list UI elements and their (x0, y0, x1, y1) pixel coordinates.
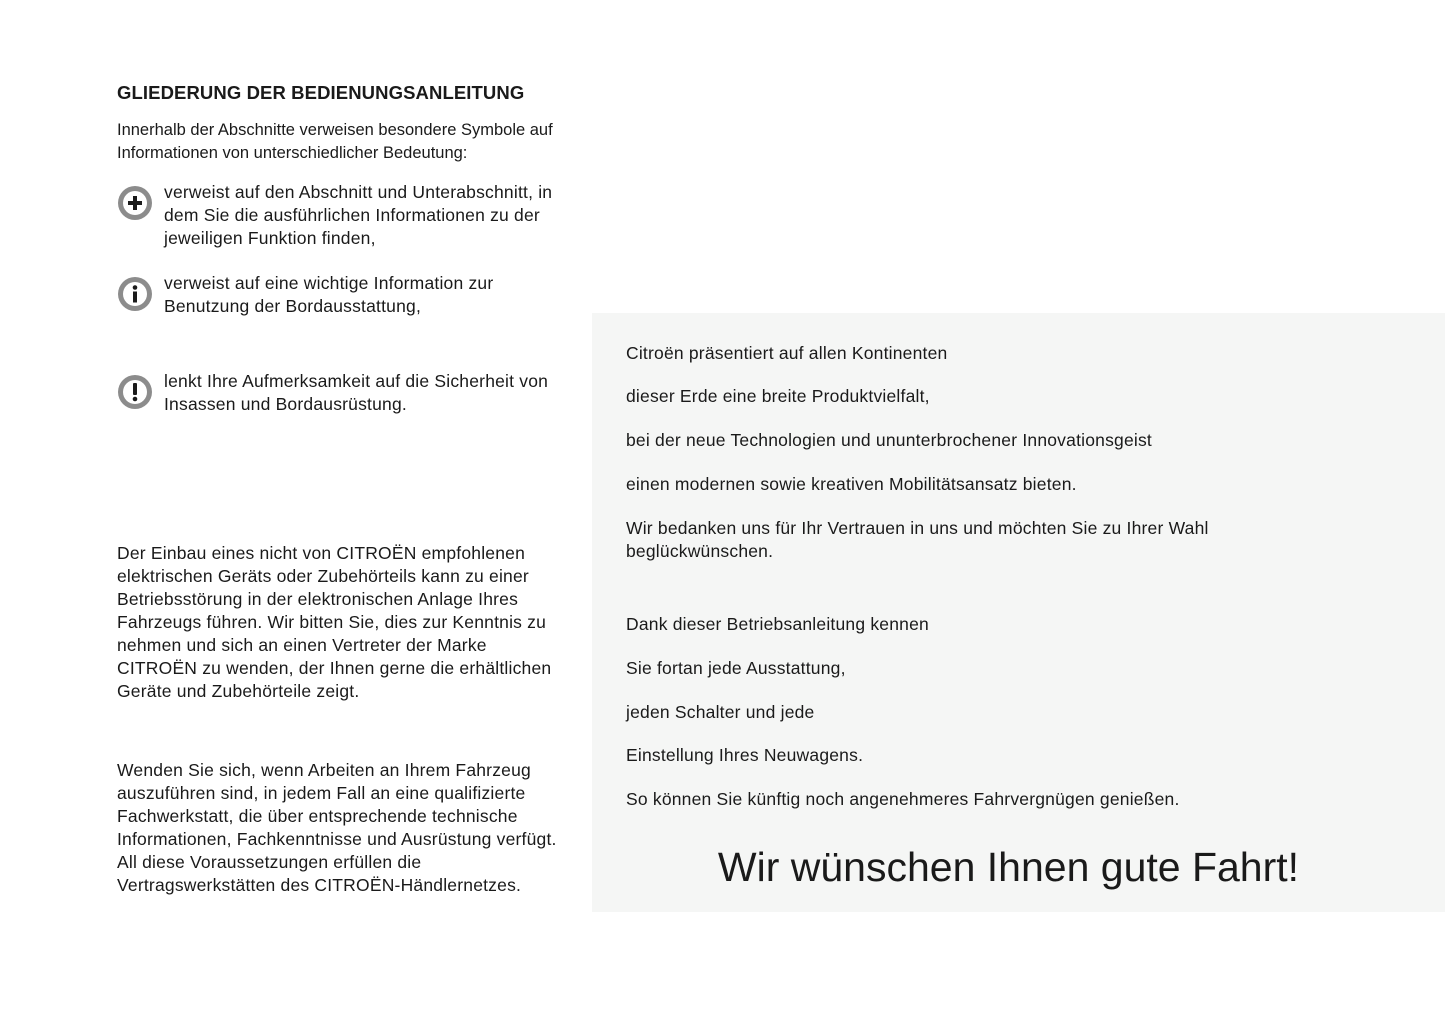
welcome-line: Wir bedanken uns für Ihr Vertrauen in uns und möchten Sie zu Ihrer Wahl beglückwünschen. (626, 518, 1209, 561)
plus-circle-icon (117, 185, 153, 221)
warning-circle-icon (117, 374, 153, 410)
welcome-line: Citroën präsentiert auf allen Kontinenten (626, 343, 948, 363)
left-column (117, 82, 569, 104)
symbol-row-info (117, 272, 569, 322)
welcome-line: bei der neue Technologien und ununterbrochener Innovationsgeist (626, 430, 1152, 450)
info-circle-icon (117, 276, 153, 312)
welcome-line: Einstellung Ihres Neuwagens. (626, 745, 864, 765)
welcome-line: dieser Erde eine breite Produktvielfalt, (626, 386, 930, 406)
section-title: GLIEDERUNG DER BEDIENUNGSANLEITUNG (117, 82, 525, 103)
welcome-line: einen modernen sowie kreativen Mobilitätsansatz bieten. (626, 474, 1077, 494)
welcome-line: So können Sie künftig noch angenehmeres Fahrvergnügen genießen. (626, 789, 1180, 809)
welcome-panel (592, 313, 1445, 912)
welcome-line: jeden Schalter und jede (626, 702, 815, 722)
symbol-text-info: verweist auf eine wichtige Information zur Benutzung der Bordausstattung, (164, 273, 494, 316)
welcome-line: Sie fortan jede Ausstattung, (626, 658, 846, 678)
workshop-notice: Wenden Sie sich, wenn Arbeiten an Ihrem Fahrzeug auszuführen sind, in jedem Fall an eine qualifizierte Fachwerkstatt, die über entsprechende technische Informationen, Fachkenntnisse und Ausrüstung verfügt. All diese Voraussetzungen erfüllen die Vertragswerkstätten des CITROËN-Händlernetzes. (117, 760, 557, 895)
intro-text: Innerhalb der Abschnitte verweisen besondere Symbole auf Informationen von unterschiedlicher Bedeutung: (117, 121, 553, 162)
symbol-text-section-ref: verweist auf den Abschnitt und Unterabschnitt, in dem Sie die ausführlichen Informationen zu der jeweiligen Funktion finden, (164, 182, 553, 248)
welcome-line: Dank dieser Betriebsanleitung kennen (626, 614, 929, 634)
symbol-row-warning (117, 370, 569, 420)
symbol-text-warning: lenkt Ihre Aufmerksamkeit auf die Sicherheit von Insassen und Bordausrüstung. (164, 371, 549, 414)
electrical-equipment-notice: Der Einbau eines nicht von CITROËN empfohlenen elektrischen Geräts oder Zubehörteils kann zu einer Betriebsstörung in der elektronischen Anlage Ihres Fahrzeugs führen. Wir bitten Sie, dies zur Kenntnis zu nehmen und sich an einen Vertreter der Marke CITROËN zu wenden, der Ihnen gerne die erhältlichen Geräte und Zubehörteile zeigt. (117, 543, 552, 701)
closing-greeting: Wir wünschen Ihnen gute Fahrt! (717, 844, 1300, 890)
symbol-row-section-ref (117, 181, 569, 251)
